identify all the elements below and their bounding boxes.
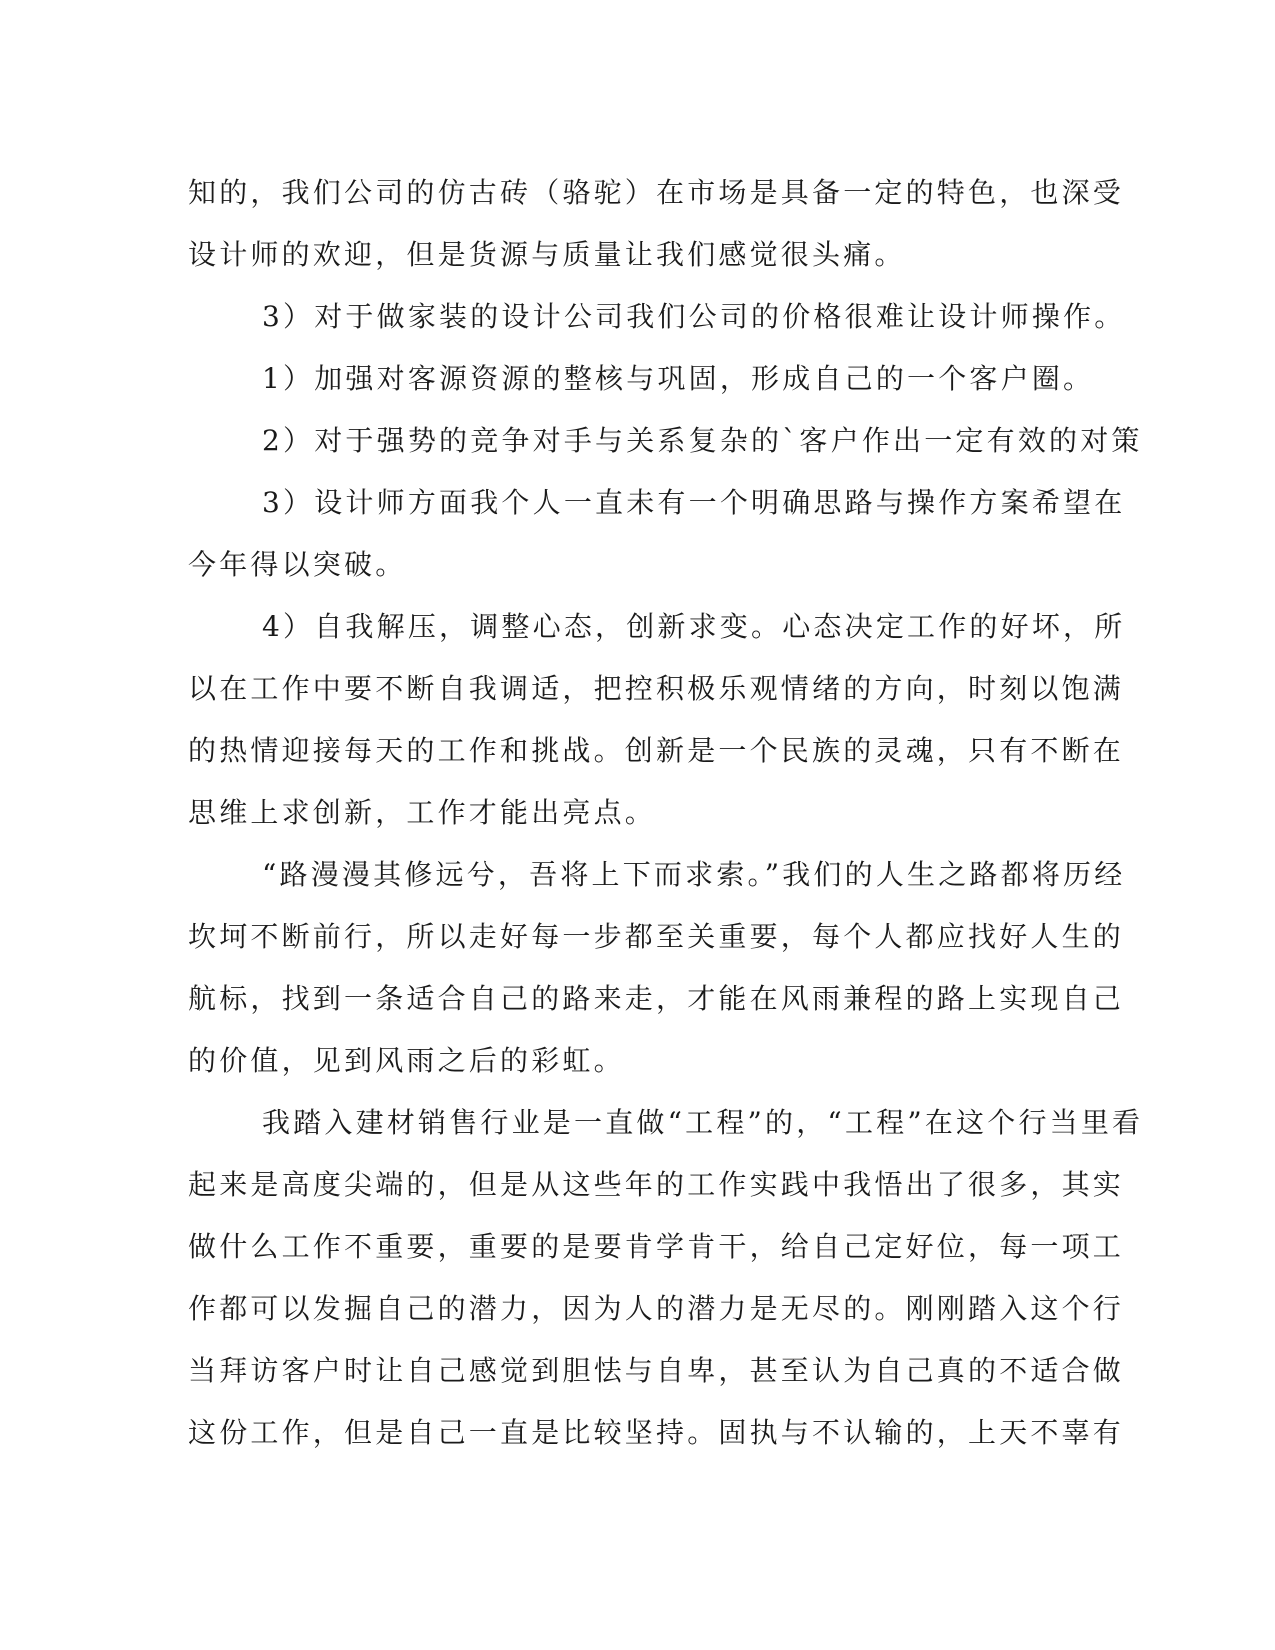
text-line: 的价值，见到风雨之后的彩虹。 <box>188 1044 625 1077</box>
document-body <box>188 162 1144 1464</box>
list-item: 1）加强对客源资源的整核与巩固，形成自己的一个客户圈。 <box>262 362 1095 395</box>
list-item: 4）自我解压，调整心态，创新求变。心态决定工作的好坏，所 <box>262 610 1126 643</box>
list-item: 3）设计师方面我个人一直未有一个明确思路与操作方案希望在 <box>262 486 1126 519</box>
text-line: 思维上求创新，工作才能出亮点。 <box>188 796 657 829</box>
text-line: 知的，我们公司的仿古砖（骆驼）在市场是具备一定的特色，也深受 <box>188 176 1125 209</box>
text-line: 设计师的欢迎，但是货源与质量让我们感觉很头痛。 <box>188 238 906 271</box>
text-line: 作都可以发掘自己的潜力，因为人的潜力是无尽的。刚刚踏入这个行 <box>188 1292 1125 1325</box>
list-item: 3）对于做家装的设计公司我们公司的价格很难让设计师操作。 <box>262 300 1126 333</box>
text-line: 今年得以突破。 <box>188 548 407 581</box>
text-line: 以在工作中要不断自我调适，把控积极乐观情绪的方向，时刻以饱满 <box>188 672 1125 705</box>
paragraph-start: 我踏入建材销售行业是一直做“工程”的，“工程”在这个行当里看 <box>262 1106 1144 1139</box>
text-line: 起来是高度尖端的，但是从这些年的工作实践中我悟出了很多，其实 <box>188 1168 1125 1201</box>
text-line: 当拜访客户时让自己感觉到胆怯与自卑，甚至认为自己真的不适合做 <box>188 1354 1125 1387</box>
text-line: 做什么工作不重要，重要的是要肯学肯干，给自己定好位，每一项工 <box>188 1230 1125 1263</box>
text-line: 航标，找到一条适合自己的路来走，才能在风雨兼程的路上实现自己 <box>188 982 1125 1015</box>
paragraph-start: “路漫漫其修远兮，吾将上下而求索。”我们的人生之路都将历经 <box>262 858 1126 891</box>
text-line: 坎坷不断前行，所以走好每一步都至关重要，每个人都应找好人生的 <box>188 920 1125 953</box>
text-line: 的热情迎接每天的工作和挑战。创新是一个民族的灵魂，只有不断在 <box>188 734 1125 767</box>
list-item: 2）对于强势的竞争对手与关系复杂的`客户作出一定有效的对策 <box>262 424 1143 457</box>
text-line: 这份工作，但是自己一直是比较坚持。固执与不认输的，上天不辜有 <box>188 1416 1125 1449</box>
